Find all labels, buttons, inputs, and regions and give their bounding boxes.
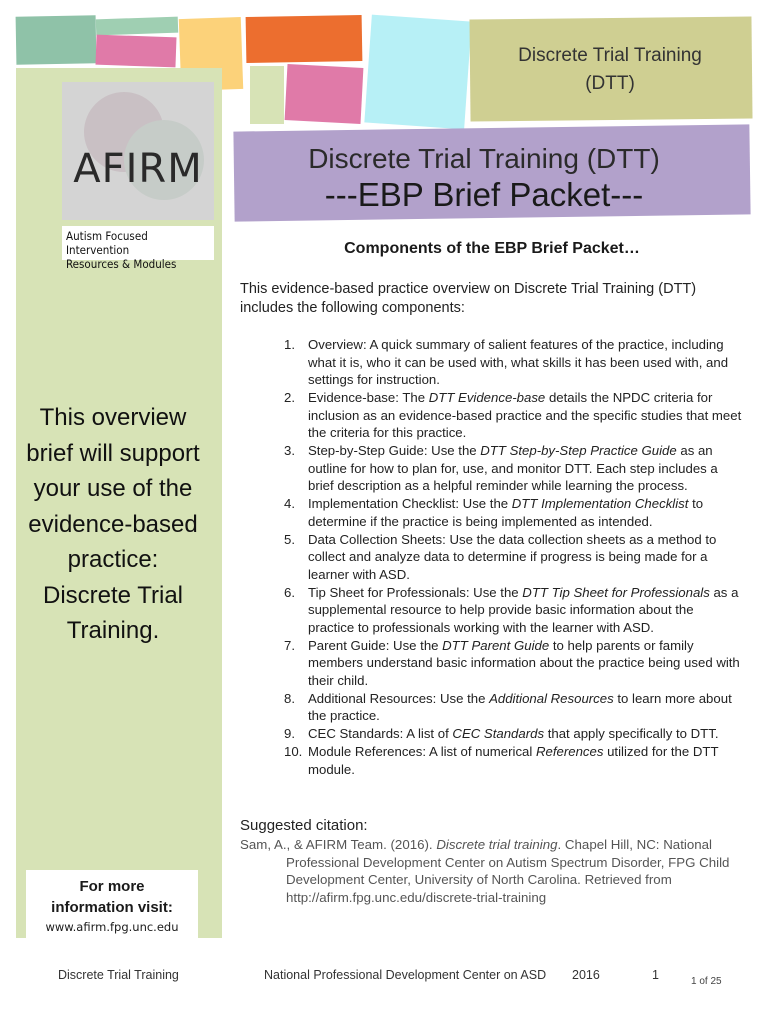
component-item: 4. Implementation Checklist: Use the DTT Implementation Checklist to determine if the practice is being implemented as intended. (284, 496, 704, 529)
component-item: 6. Tip Sheet for Professionals: Use the DTT Tip Sheet for Professionals as a supplemental resource to help provide basic information about the practice to professionals working with the learner with ASD. (284, 584, 739, 635)
component-label: Tip Sheet for Professionals: (308, 584, 470, 600)
footer-page-number: 1 (652, 968, 659, 982)
component-description: A quick summary of salient features of the practice, including what it is, who it can be used with, what skills it has been used with, and settings for instruction. (308, 337, 729, 387)
component-document-title: Additional Resources (489, 690, 614, 706)
decor-tile-sage (250, 66, 284, 124)
component-item: 10. Module References: A list of numerical References utilized for the DTT module. (284, 744, 719, 777)
component-description: to learn more about the practice. (308, 690, 732, 723)
logo-wordmark: AFIRM (73, 146, 203, 192)
component-document-title: DTT Implementation Checklist (511, 496, 689, 511)
component-label: Overview: (308, 337, 367, 352)
component-number: 2. (284, 390, 295, 405)
component-number: 6. (284, 584, 295, 600)
component-label: Step-by-Step Guide: (308, 443, 428, 458)
header-topic (470, 42, 750, 98)
decor-tile-green (96, 17, 179, 36)
logo-caption (62, 226, 214, 271)
component-item (284, 531, 742, 584)
component-document-title: DTT Step-by-Step Practice Guide (480, 443, 677, 458)
component-item: 8. Additional Resources: Use the Additional Resources to learn more about the practice. (284, 690, 732, 723)
more-info-box (26, 870, 198, 944)
component-label: Data Collection Sheets: (308, 531, 446, 547)
component-number: 5. (284, 531, 295, 547)
component-number: 4. (284, 496, 295, 511)
component-description: to help parents or family members understand basic information about the practice being used with their child. (308, 637, 740, 688)
page-subtitle: ---EBP Brief Packet--- (324, 176, 644, 213)
component-number: 7. (284, 637, 295, 653)
component-description: utilized for the DTT module. (308, 744, 719, 777)
component-label: Evidence-base: (308, 390, 399, 405)
component-label: Additional Resources: (308, 690, 437, 706)
components-list (284, 336, 742, 779)
component-item: 3. Step-by-Step Guide: Use the DTT Step-by-Step Practice Guide as an outline for how to plan for, use, and monitor DTT. Each step includes a brief description as a helpful reminder while learning the process. (284, 443, 718, 493)
component-number: 1. (284, 337, 295, 352)
page-title: Discrete Trial Training (DTT) (308, 143, 660, 174)
component-description: as a supplemental resource to help provide basic information about the practice to professionals working with the learner with ASD. (308, 584, 739, 635)
component-document-title: DTT Parent Guide (442, 637, 550, 653)
component-label: Parent Guide: (308, 637, 390, 653)
component-description: details the NPDC criteria for inclusion as an evidence-based practice and the specific studies that meet the criteria for this practice. (308, 390, 742, 440)
page-count: 1 of 25 (691, 976, 722, 987)
component-number: 9. (284, 726, 295, 741)
component-number: 10. (284, 744, 303, 759)
decor-tile-orange (246, 15, 363, 63)
citation-text: Sam, A., & AFIRM Team. (2016). Discrete trial training. Chapel Hill, NC: National Professional Development Center on Autism Spectrum Disorder, FPG Child Development Center, University of North Carolina. Retrieved from http://afirm.fpg.unc.edu/discrete-trial-training (240, 837, 730, 905)
footer-title: Discrete Trial Training (58, 968, 179, 982)
component-description: as an outline for how to plan for, use, and monitor DTT. Each step includes a brief description as a helpful reminder while learning the process. (308, 443, 718, 493)
decor-tile-cyan (364, 15, 471, 130)
header-topic-line2: (DTT) (585, 73, 635, 94)
component-item: 9. CEC Standards: A list of CEC Standards that apply specifically to DTT. (284, 726, 719, 741)
component-document-title: CEC Standards (452, 726, 545, 741)
component-item: 7. Parent Guide: Use the DTT Parent Guide to help parents or family members understand basic information about the practice being used with their child. (284, 637, 740, 688)
main-content (240, 240, 744, 777)
component-document-title: References (535, 744, 604, 759)
decor-tile-pink (96, 35, 177, 68)
component-number: 8. (284, 690, 295, 706)
logo-caption-line1: Autism Focused Intervention (66, 229, 148, 257)
component-description: that apply specifically to DTT. (544, 726, 719, 741)
logo-caption-line2: Resources & Modules (66, 257, 177, 271)
components-heading: Components of the EBP Brief Packet… (344, 240, 640, 257)
more-info-link[interactable]: www.afirm.fpg.unc.edu (45, 920, 179, 934)
component-description: to determine if the practice is being implemented as intended. (308, 496, 704, 529)
component-label: Module References: (308, 744, 427, 759)
component-item: 2. Evidence-base: The DTT Evidence-base details the NPDC criteria for inclusion as an evidence-based practice and the specific studies that meet the criteria for this practice. (284, 390, 742, 440)
footer-year: 2016 (572, 968, 600, 982)
component-number: 3. (284, 443, 295, 458)
header-topic-line1: Discrete Trial Training (518, 45, 702, 66)
citation-heading: Suggested citation: (240, 817, 368, 834)
more-info-title: For more information visit: (51, 878, 173, 916)
component-description: Use the data collection sheets as a method to collect and analyze data to determine if progress is being made for a learner with ASD. (308, 531, 717, 582)
decor-tile-teal (16, 15, 97, 64)
component-label: Implementation Checklist: (308, 496, 459, 511)
component-item (284, 336, 742, 389)
component-document-title: DTT Tip Sheet for Professionals (522, 584, 710, 600)
component-document-title: DTT Evidence-base (428, 390, 546, 405)
sidebar-overview-text: This overview brief will support your use of the evidence-based practice: Discrete Trial Training. (26, 404, 200, 644)
footer-organization: National Professional Development Center on ASD (264, 968, 547, 982)
intro-paragraph: This evidence-based practice overview on Discrete Trial Training (DTT) includes the following components: (240, 281, 697, 316)
afirm-logo (62, 82, 214, 220)
component-label: CEC Standards: (308, 726, 404, 741)
decor-tile-pink2 (285, 64, 364, 124)
